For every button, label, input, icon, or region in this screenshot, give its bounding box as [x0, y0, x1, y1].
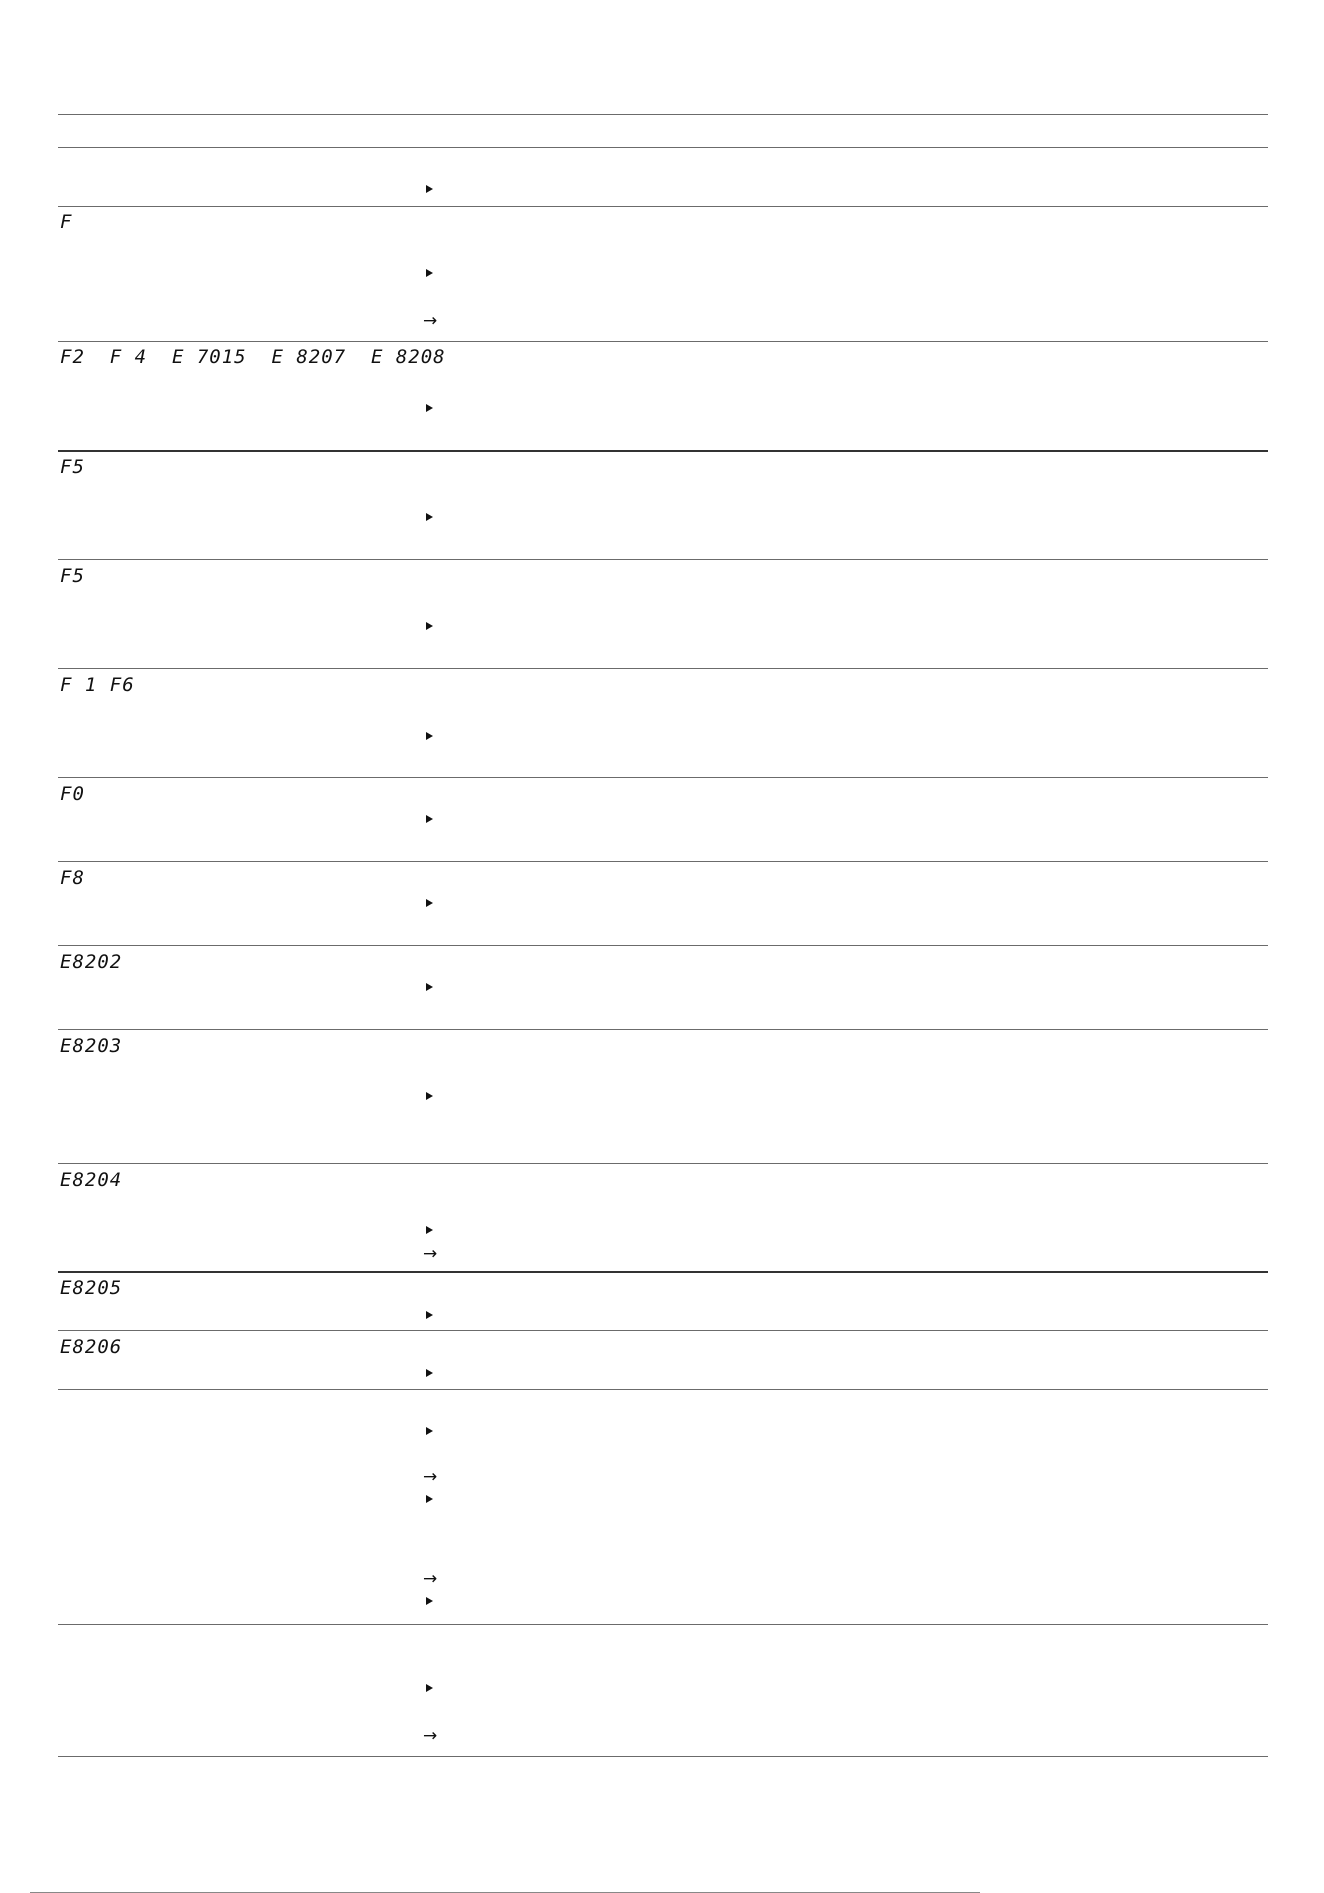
- right-arrow-icon: →: [423, 1726, 438, 1746]
- error-code: E8203: [60, 1035, 123, 1057]
- error-code: F5: [60, 565, 85, 587]
- row-divider: [58, 1330, 1268, 1331]
- error-code: E8202: [60, 951, 123, 973]
- triangle-bullet-icon: [426, 732, 433, 740]
- row-divider: [58, 1029, 1268, 1030]
- triangle-bullet-icon: [426, 1684, 433, 1692]
- error-code: F: [60, 211, 73, 233]
- error-code: F5: [60, 456, 85, 478]
- triangle-bullet-icon: [426, 1369, 433, 1377]
- row-divider: [58, 777, 1268, 778]
- triangle-bullet-icon: [426, 1495, 433, 1503]
- triangle-bullet-icon: [426, 185, 433, 193]
- triangle-bullet-icon: [426, 815, 433, 823]
- row-divider: [58, 668, 1268, 669]
- row-divider: [58, 861, 1268, 862]
- row-divider: [58, 450, 1268, 452]
- row-divider: [58, 1271, 1268, 1273]
- triangle-bullet-icon: [426, 1597, 433, 1605]
- row-divider: [58, 945, 1268, 946]
- triangle-bullet-icon: [426, 404, 433, 412]
- row-divider: [58, 1624, 1268, 1625]
- error-code: F8: [60, 867, 85, 889]
- right-arrow-icon: →: [423, 1467, 438, 1487]
- triangle-bullet-icon: [426, 513, 433, 521]
- right-arrow-icon: →: [423, 1244, 438, 1264]
- triangle-bullet-icon: [426, 983, 433, 991]
- triangle-bullet-icon: [426, 1092, 433, 1100]
- error-code: E8205: [60, 1277, 123, 1299]
- triangle-bullet-icon: [426, 899, 433, 907]
- row-divider: [58, 341, 1268, 342]
- right-arrow-icon: →: [423, 311, 438, 331]
- triangle-bullet-icon: [426, 622, 433, 630]
- row-divider: [58, 559, 1268, 560]
- table-header-bottom-rule: [58, 147, 1268, 148]
- right-arrow-icon: →: [423, 1569, 438, 1589]
- row-divider: [58, 1389, 1268, 1390]
- error-code: F2 F 4 E 7015 E 8207 E 8208: [60, 346, 446, 368]
- triangle-bullet-icon: [426, 269, 433, 277]
- triangle-bullet-icon: [426, 1427, 433, 1435]
- error-code: F0: [60, 783, 85, 805]
- table-header-top-rule: [58, 114, 1268, 115]
- error-code: F 1 F6: [60, 674, 135, 696]
- triangle-bullet-icon: [426, 1311, 433, 1319]
- triangle-bullet-icon: [426, 1226, 433, 1234]
- table-bottom-rule: [58, 1756, 1268, 1757]
- error-code: E8206: [60, 1336, 123, 1358]
- error-code: E8204: [60, 1169, 123, 1191]
- row-divider: [58, 1163, 1268, 1164]
- row-divider: [58, 206, 1268, 207]
